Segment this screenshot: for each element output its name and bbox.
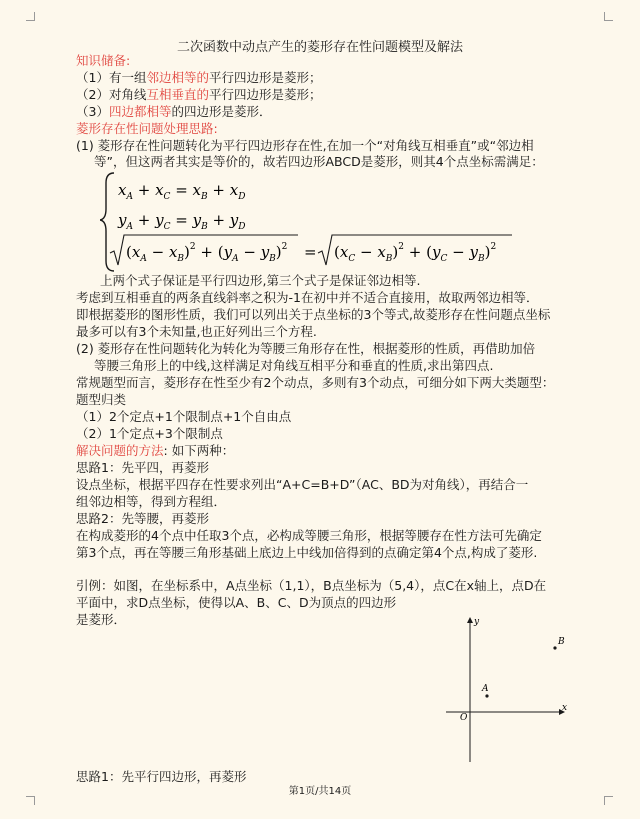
method-2-title: 思路2：先等腰，再菱形 bbox=[76, 511, 209, 526]
methods-heading bbox=[76, 442, 234, 459]
text: : 如下两种： bbox=[163, 443, 235, 458]
example-line: 平面中，求D点坐标，使得以A、B、C、D为顶点的四边形 bbox=[76, 595, 397, 610]
point-a bbox=[485, 694, 488, 697]
knowledge-item-3 bbox=[76, 103, 271, 120]
example-line: 是菱形． bbox=[76, 612, 127, 627]
coordinate-formula bbox=[100, 165, 520, 275]
paragraph-line: 题型归类 bbox=[76, 392, 127, 407]
highlight-text: 四边都相等 bbox=[108, 104, 172, 119]
origin-label: O bbox=[460, 713, 468, 723]
text: （2）对角线 bbox=[76, 87, 147, 102]
y-axis-label: y bbox=[474, 617, 480, 627]
corner-mark bbox=[26, 796, 35, 805]
paragraph-line: 第3个点，再在等腰三角形基础上底边上中线加倍得到的点确定第4个点,构成了菱形. bbox=[76, 545, 538, 560]
svg-text:=: = bbox=[304, 243, 317, 261]
corner-mark bbox=[604, 12, 613, 21]
paragraph-line: (1) 菱形存在性问题转化为平行四边形存在性,在加一个“对角线互相垂直”或“邻边相 bbox=[76, 138, 534, 153]
type-item-2: （2）1个定点+3个限制点 bbox=[76, 426, 223, 441]
knowledge-item-1 bbox=[76, 69, 321, 86]
svg-text:xA + xC = xB + xD: $x_A + x_C = x_B + x_D$ bbox=[118, 181, 246, 202]
methods-heading-text: 解决问题的方法 bbox=[76, 443, 164, 458]
highlight-text: 邻边相等的 bbox=[146, 70, 209, 85]
point-b bbox=[553, 646, 556, 649]
point-b-label: B bbox=[558, 637, 565, 647]
approach-heading: 菱形存在性问题处理思路: bbox=[76, 121, 218, 136]
coordinate-graph bbox=[446, 612, 576, 762]
paragraph-line: (2) 菱形存在性问题转化为转化为等腰三角形存在性，根据菱形的性质，再借助加倍 bbox=[76, 341, 536, 356]
type-item-1: （1）2个定点+1个限制点+1个自由点 bbox=[76, 409, 292, 424]
example-last-line: 思路1：先平行四边形，再菱形 bbox=[76, 769, 247, 784]
x-axis-label: x bbox=[562, 703, 568, 713]
paragraph-line: 即根据菱形的图形性质，我们可以列出关于点坐标的3个等式,故菱形存在性问题点坐标 bbox=[76, 307, 551, 322]
paragraph-line: 最多可以有3个未知量,也正好列出三个方程. bbox=[76, 324, 317, 339]
point-a-label: A bbox=[482, 684, 489, 694]
paragraph-line: 常规题型而言，菱形存在性至少有2个动点，多则有3个动点，可细分如下两大类题型： bbox=[76, 375, 555, 390]
text: 平行四边形是菱形； bbox=[208, 87, 322, 102]
corner-mark bbox=[604, 796, 613, 805]
text: 平行四边形是菱形； bbox=[208, 70, 322, 85]
text: （3） bbox=[76, 104, 109, 119]
paragraph-line: 考虑到互相垂直的两条直线斜率之积为-1在初中并不适合直接用，故取两邻边相等． bbox=[76, 290, 539, 305]
text: 的四边形是菱形． bbox=[171, 104, 272, 119]
svg-text:(xC − xB)2 + (yC − yB)2: $(x_C - x_B)^2 + (y_C - y_B)^2$ bbox=[334, 242, 497, 264]
method-1-title: 思路1：先平四，再菱形 bbox=[76, 460, 209, 475]
knowledge-item-2 bbox=[76, 86, 321, 103]
paragraph-line: 组邻边相等，得到方程组． bbox=[76, 494, 227, 509]
svg-text:(xA − xB)2 + (yA − yB)2: $(x_A - x_B)^2 + (y_A - y_B)^2$ bbox=[126, 242, 288, 264]
highlight-text: 互相垂直的 bbox=[146, 87, 209, 102]
corner-mark bbox=[26, 12, 35, 21]
paragraph-line: 设点坐标，根据平四存在性要求列出“A+C=B+D”（AC、BD为对角线），再结合一 bbox=[76, 477, 529, 492]
page-footer: 第1页/共14页 bbox=[288, 786, 352, 797]
knowledge-heading: 知识储备: bbox=[76, 53, 131, 68]
paragraph-line: 等腰三角形上的中线,这样满足对角线互相平分和垂直的性质,求出第四点. bbox=[94, 358, 494, 373]
page-title: 二次函数中动点产生的菱形存在性问题模型及解法 bbox=[176, 40, 463, 55]
paragraph-line: 在构成菱形的4个点中任取3个点，必构成等腰三角形，根据等腰存在性方法可先确定 bbox=[76, 528, 542, 543]
text: （1）有一组 bbox=[76, 70, 147, 85]
paragraph-line: 等”，但这两者其实是等价的，故若四边形ABCD是菱形，则其4个点坐标需满足： bbox=[94, 154, 544, 169]
formula-note: 上两个式子保证是平行四边形,第三个式子是保证邻边相等. bbox=[100, 273, 421, 288]
example-line: 引例：如图，在坐标系中，A点坐标（1,1），B点坐标为（5,4），点C在x轴上，点D在 bbox=[76, 578, 547, 593]
svg-text:yA + yC = yB + yD: $y_A + y_C = y_B + y_D$ bbox=[118, 211, 246, 232]
